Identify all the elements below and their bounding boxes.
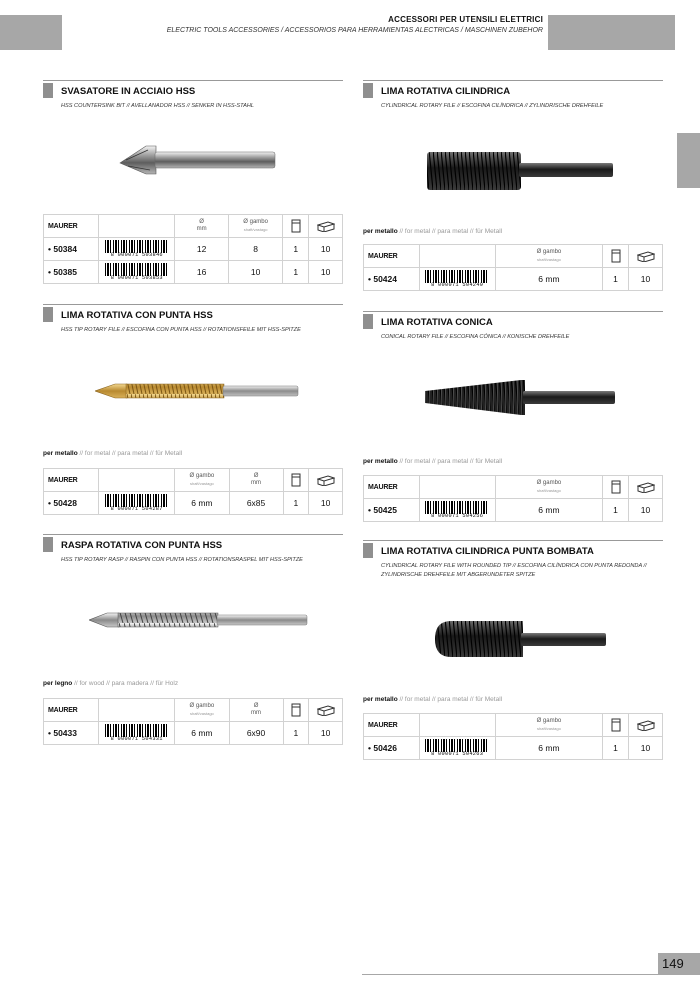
single-unit-icon (611, 249, 621, 263)
product-section-rounded-tip-file (363, 540, 663, 765)
section-divider (43, 304, 343, 305)
page-header-subtitle: ELECTRIC TOOLS ACCESSORIES / ACCESSORIOS PARA HERRAMIENTAS ALECTRICAS / MASCHINEN ZUBEHOR (166, 27, 543, 34)
product-table (43, 214, 343, 284)
shaft-value: 6 mm (495, 737, 602, 760)
material-note: per metallo // for metal // para metal // für Metall (363, 696, 503, 703)
pack-value: 10 (309, 492, 343, 515)
conical-rotary-file-image (423, 377, 618, 419)
product-table (363, 713, 663, 760)
section-subtitle: HSS COUNTERSINK BIT // AVELLANADOR HSS // SENKER IN HSS-STAHL (61, 103, 255, 109)
table-row (364, 737, 663, 760)
diameter-value: 12 (175, 238, 229, 261)
pack-value: 10 (629, 499, 663, 522)
section-subtitle: HSS TIP ROTARY FILE // ESCOFINA CON PUNTA HSS // ROTATIONSFEILE MIT HSS-SPITZE (61, 327, 301, 333)
shaft-value: 6 mm (175, 722, 229, 745)
section-marker (43, 537, 53, 552)
col-shaft: Ø gambo (536, 718, 562, 724)
section-marker (363, 83, 373, 98)
section-title: LIMA ROTATIVA CONICA (381, 317, 493, 328)
rounded-tip-rotary-file-image (433, 618, 608, 660)
product-code: • 50426 (364, 737, 420, 760)
box-icon (317, 474, 335, 486)
col-diameter: Ø (253, 703, 259, 709)
product-table (363, 244, 663, 291)
col-shaft-sub: shaft/vastago (189, 481, 214, 486)
pack-value: 10 (309, 722, 343, 745)
section-title: RASPA ROTATIVA CON PUNTA HSS (61, 540, 223, 551)
product-section-hss-rotary-rasp (43, 534, 343, 754)
brand-logo: MAURER (44, 699, 99, 722)
table-row (44, 261, 343, 284)
product-table (43, 468, 343, 515)
col-diameter: Ø (253, 473, 259, 479)
product-section-hss-rotary-file (43, 304, 343, 524)
brand-logo: MAURER (44, 215, 99, 238)
table-row (364, 499, 663, 522)
col-diameter-unit: mm (251, 710, 262, 716)
page-number: 149 (662, 956, 684, 971)
hss-tip-rotary-rasp-image (89, 609, 309, 631)
shaft-value: 6 mm (495, 268, 602, 291)
pack-value: 10 (629, 268, 663, 291)
section-marker (363, 314, 373, 329)
barcode: 8 000071 503846 (99, 238, 175, 261)
material-note: per legno // for wood // para madera // für Holz (43, 680, 179, 687)
table-row (44, 238, 343, 261)
col-shaft-sub: shaft/vastago (189, 711, 214, 716)
col-shaft-sub: shaft/vastago (537, 257, 561, 262)
diameter-value: 16 (175, 261, 229, 284)
product-code: • 50433 (44, 722, 99, 745)
section-title: LIMA ROTATIVA CON PUNTA HSS (61, 310, 213, 321)
size-value: 6x90 (229, 722, 283, 745)
col-diameter: Ø (199, 219, 204, 225)
product-code: • 50384 (44, 238, 99, 261)
section-title: LIMA ROTATIVA CILINDRICA (381, 86, 511, 97)
box-icon (637, 481, 655, 493)
section-title: LIMA ROTATIVA CILINDRICA PUNTA BOMBATA (381, 546, 594, 557)
col-shaft: Ø gambo (189, 473, 215, 479)
single-unit-icon (291, 219, 301, 233)
single-unit-icon (291, 473, 301, 487)
barcode: 8 000071 504331 (99, 722, 175, 745)
product-table (43, 698, 343, 745)
countersink-bit-image (118, 138, 278, 183)
section-subtitle: CONICAL ROTARY FILE // ESCOFINA CÓNICA // KONISCHE DREHFEILE (381, 334, 570, 340)
barcode: 8 000071 504249 (419, 268, 495, 291)
box-icon (637, 719, 655, 731)
material-note: per metallo // for metal // para metal // für Metall (363, 228, 503, 235)
table-row (44, 722, 343, 745)
section-marker (363, 543, 373, 558)
col-shaft-sub: shaft/vastago (243, 227, 268, 232)
col-shaft: Ø gambo (536, 480, 562, 486)
product-section-cylindrical-file (363, 80, 663, 295)
header-right-block (548, 15, 675, 50)
product-code: • 50385 (44, 261, 99, 284)
product-code: • 50424 (364, 268, 420, 291)
section-side-tab (677, 133, 700, 188)
single-unit-icon (291, 703, 301, 717)
shaft-value: 8 (228, 238, 283, 261)
pack-value: 10 (309, 238, 343, 261)
header-left-block (0, 15, 62, 50)
section-subtitle: CYLINDRICAL ROTARY FILE // ESCOFINA CILÍNDRICA // ZYLINDRISCHE DREHFEILE (381, 103, 604, 109)
section-divider (363, 540, 663, 541)
barcode: 8 000071 504263 (419, 737, 495, 760)
section-divider (363, 311, 663, 312)
barcode: 8 000071 504287 (99, 492, 175, 515)
box-icon (317, 220, 335, 232)
section-subtitle: CYLINDRICAL ROTARY FILE WITH ROUNDED TIP // ESCOFINA CILÍNDRICA CON PUNTA REDONDA // ZYLINDRISCHE DREHFEILE MIT ABGERUNDETER SPITZE (381, 563, 647, 578)
unit-value: 1 (603, 268, 629, 291)
section-divider (43, 534, 343, 535)
col-shaft-sub: shaft/vastago (537, 726, 561, 731)
shaft-value: 6 mm (495, 499, 602, 522)
col-shaft: Ø gambo (189, 703, 215, 709)
product-table (363, 475, 663, 522)
shaft-value: 10 (228, 261, 283, 284)
section-marker (43, 83, 53, 98)
table-row (364, 268, 663, 291)
size-value: 6x85 (229, 492, 283, 515)
unit-value: 1 (283, 722, 309, 745)
unit-value: 1 (283, 492, 309, 515)
barcode: 8 000071 503853 (99, 261, 175, 284)
single-unit-icon (611, 480, 621, 494)
section-title: SVASATORE IN ACCIAIO HSS (61, 86, 196, 97)
col-diameter-unit: mm (251, 480, 262, 486)
cylindrical-rotary-file-image (425, 150, 615, 192)
unit-value: 1 (603, 499, 629, 522)
section-subtitle: HSS TIP ROTARY RASP // RASPIN CON PUNTA HSS // ROTATIONSRASPEL MIT HSS-SPITZE (61, 557, 303, 563)
product-code: • 50425 (364, 499, 420, 522)
pack-value: 10 (629, 737, 663, 760)
unit-value: 1 (283, 238, 309, 261)
product-section-countersink (43, 80, 343, 290)
col-shaft: Ø gambo (536, 249, 562, 255)
unit-value: 1 (603, 737, 629, 760)
single-unit-icon (611, 718, 621, 732)
col-shaft: Ø gambo (243, 219, 268, 225)
pack-value: 10 (309, 261, 343, 284)
box-icon (317, 704, 335, 716)
section-divider (363, 80, 663, 81)
page-header-title: ACCESSORI PER UTENSILI ELETTRICI (388, 15, 543, 24)
col-shaft-sub: shaft/vastago (537, 488, 561, 493)
footer-line (362, 974, 658, 975)
barcode: 8 000071 504256 (419, 499, 495, 522)
shaft-value: 6 mm (175, 492, 229, 515)
brand-logo: MAURER (364, 476, 420, 499)
product-code: • 50428 (44, 492, 99, 515)
material-note: per metallo // for metal // para metal // für Metall (43, 450, 183, 457)
product-section-conical-file (363, 311, 663, 526)
hss-tip-rotary-file-image (95, 380, 300, 402)
table-row (44, 492, 343, 515)
brand-logo: MAURER (364, 714, 420, 737)
brand-logo: MAURER (44, 469, 99, 492)
box-icon (637, 250, 655, 262)
material-note: per metallo // for metal // para metal // für Metall (363, 458, 503, 465)
col-diameter-unit: mm (196, 226, 207, 232)
brand-logo: MAURER (364, 245, 420, 268)
section-marker (43, 307, 53, 322)
section-divider (43, 80, 343, 81)
unit-value: 1 (283, 261, 309, 284)
